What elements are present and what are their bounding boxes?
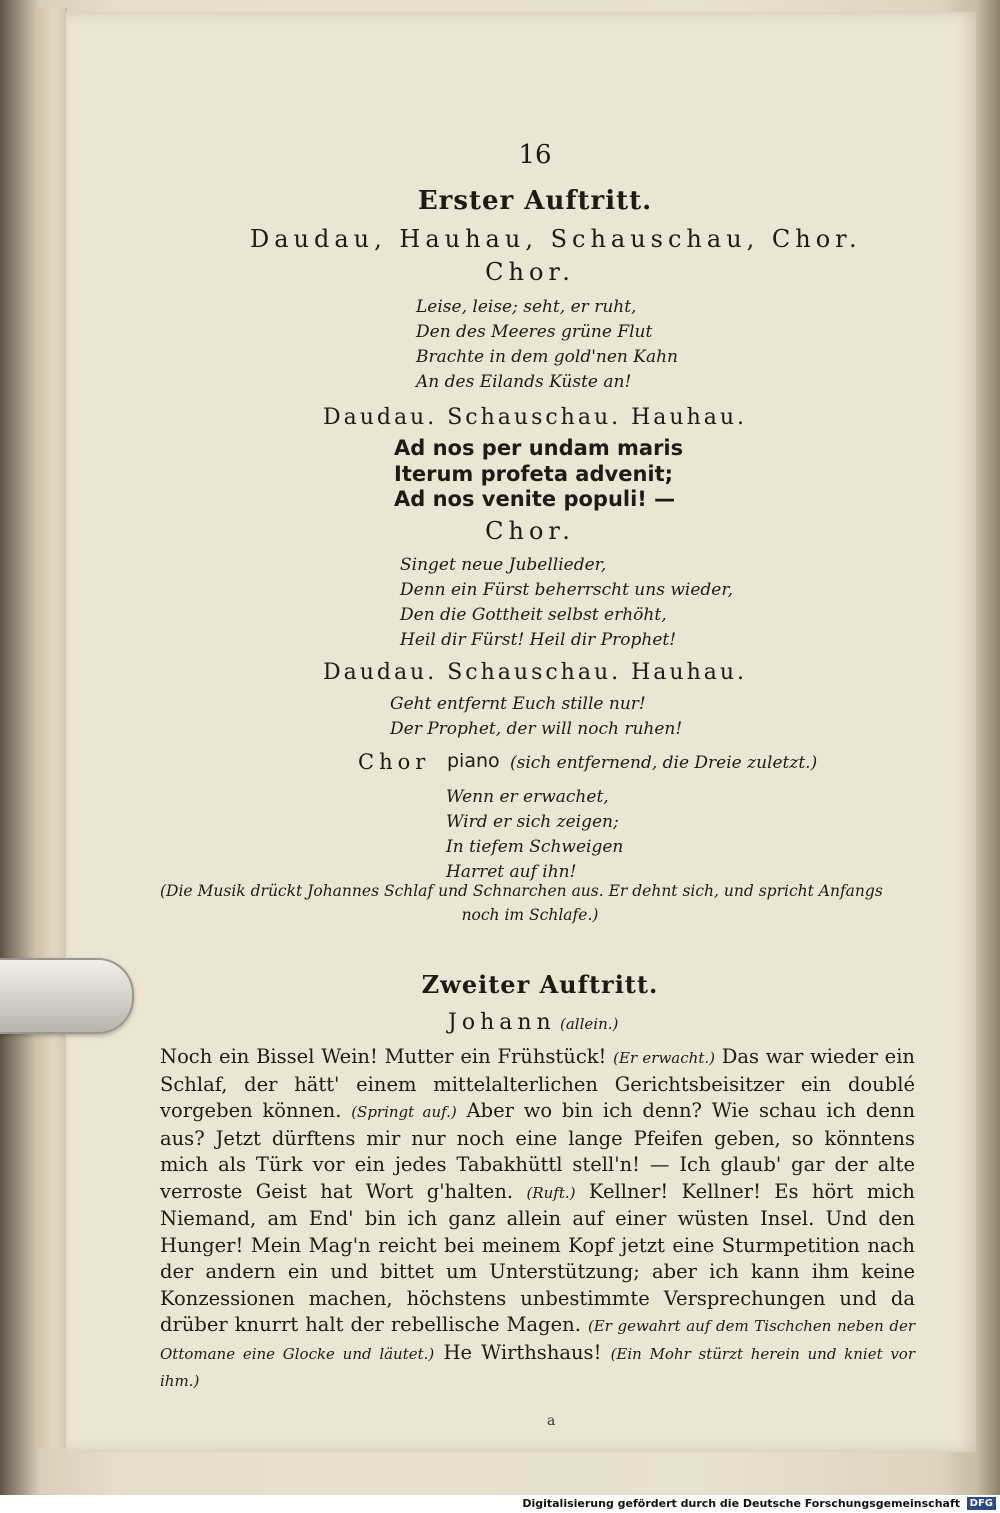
stage-direction-line-1: (Die Musik drückt Johannes Schlaf und Schnarchen aus. Er dehnt sich, und spricht Anfangs [160,882,883,900]
stage-direction-5: (Ein Mohr stürzt herein und kniet vor ihm.) [160,1344,916,1390]
chor-verse-1-line-2: Den des Meeres grüne Flut [416,322,653,342]
chor-label-1: Chor. [485,258,575,286]
chor-verse-2-line-2: Denn ein Fürst beherrscht uns wieder, [400,580,733,600]
chor-verse-2-line-1: Singet neue Jubellieder, [400,555,607,575]
signature-mark: a [547,1413,556,1429]
chor-verse-3-line-2: Wird er sich zeigen; [446,812,619,832]
scene1-characters: Daudau, Hauhau, Schauschau, Chor. [250,225,862,253]
chor-verse-3-line-1: Wenn er erwachet, [446,787,609,807]
scene2-title: Zweiter Auftritt. [421,970,659,999]
chor-piano-label: Chor [358,750,431,774]
trio-label-2: Daudau. Schauschau. Hauhau. [322,660,748,685]
piano-word: piano [447,750,500,772]
chor-verse-1-line-1: Leise, leise; seht, er ruht, [416,297,637,317]
latin-line-2: Iterum profeta advenit; [394,462,674,486]
scene1-title: Erster Auftritt. [417,186,653,216]
johann-monologue [160,1044,915,1395]
trio-verse-2-line-1: Geht entfernt Euch stille nur! [390,694,646,714]
speaker-name: Johann [448,1010,556,1035]
latin-line-3: Ad nos venite populi! — [394,487,676,511]
piano-direction: (sich entfernend, die Dreie zuletzt.) [510,753,818,773]
stage-direction-3: (Ruft.) [526,1183,576,1202]
chor-verse-3-line-3: In tiefem Schweigen [446,837,624,857]
stage-direction-line-2: noch im Schlafe.) [461,906,599,924]
chor-verse-1-line-3: Brachte in dem gold'nen Kahn [416,347,678,367]
stage-direction-2: (Springt auf.) [351,1103,457,1121]
latin-line-1: Ad nos per undam maris [394,436,684,460]
page-number: 16 [518,140,552,170]
footer-credit: Digitalisierung gefördert durch die Deutsche Forschungsgemeinschaft [522,1497,960,1510]
chor-verse-2-line-3: Den die Gottheit selbst erhöht, [400,605,667,625]
speech-3: Aber wo bin ich denn? Wie schau ich denn aus? Jetzt dürftens mir nur noch eine lange Pfeifen geben, so könntens mich als Türk vor ein jedes Tabakhüttl stell'n! — Ich glaub' gar der alte verroste Geist hat Wort g'halten. [160,1099,916,1203]
dfg-logo: DFG [967,1497,996,1510]
binding-gutter [976,0,1000,1495]
stage-direction-4: (Er gewahrt auf dem Tischchen neben der Ottomane eine Glocke und läutet.) [160,1317,915,1363]
trio-label-1: Daudau. Schauschau. Hauhau. [322,405,748,430]
chor-verse-2-line-4: Heil dir Fürst! Heil dir Prophet! [400,630,677,650]
page-clip [0,958,134,1034]
chor-verse-3-line-4: Harret auf ihn! [446,862,577,882]
stage-direction-1: (Er erwacht.) [613,1049,715,1067]
speaker-note: (allein.) [560,1015,619,1033]
speech-5: He Wirthshaus! [443,1340,602,1364]
speech-4: Kellner! Kellner! Es hört mich Niemand, am End' bin ich ganz allein auf einer wüsten Insel. Und den Hunger! Mein Mag'n reicht bei meinem Kopf jetzt eine Sturmpetition nach der andern ein und bittet um Unterstützung; aber ich kann ihm keine Konzessionen machen, höchstens unbestimmte Versprechungen und da drüber knurrt halt der rebellische Magen. [160,1179,915,1336]
speech-2: Das war wieder ein Schlaf, der hätt' einem mittelalterlichen Gerichtsbeisitzer ein doublé vorgeben können. [160,1045,915,1122]
speech-1: Noch ein Bissel Wein! Mutter ein Frühstück! [160,1045,607,1068]
trio-verse-2-line-2: Der Prophet, der will noch ruhen! [390,719,683,739]
chor-label-2: Chor. [485,517,575,545]
page-edge [36,8,67,1448]
chor-verse-1-line-4: An des Eilands Küste an! [416,372,632,392]
